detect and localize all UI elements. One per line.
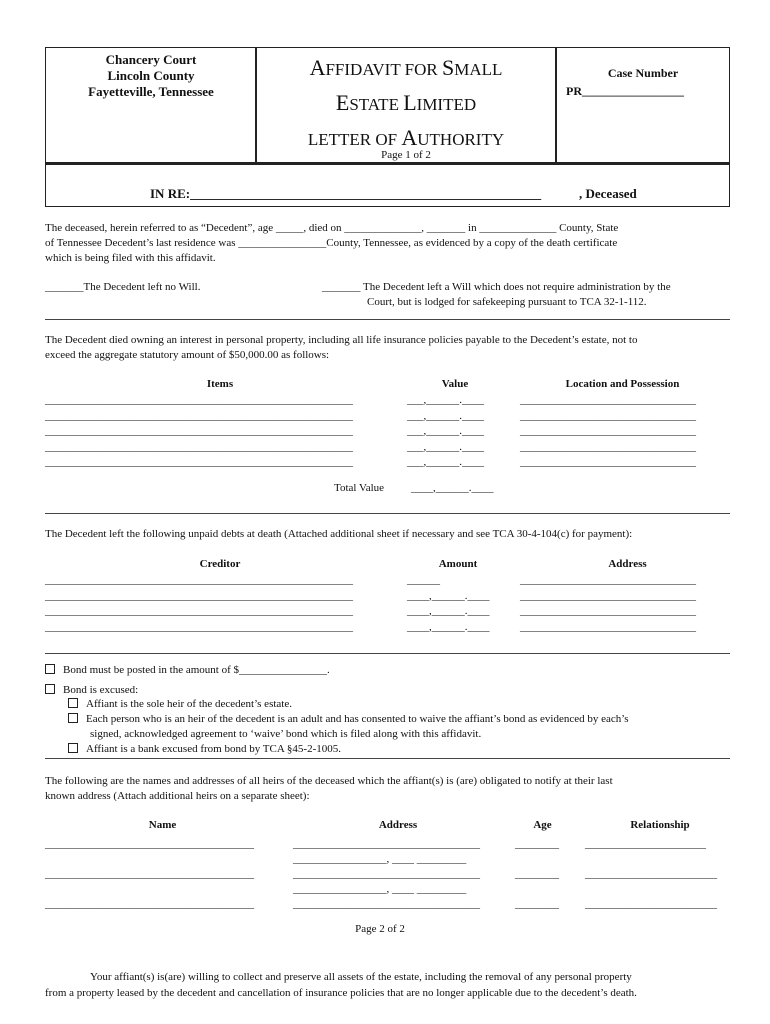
item-field[interactable]: ________________________________________________________ [45,441,353,453]
heir-age-field[interactable]: ________ [515,838,559,850]
checkbox-icon[interactable] [68,698,78,708]
heir-address-field-2[interactable]: _________________, ____ _________ [293,883,467,895]
title-line-1 [258,52,554,87]
bond-excused-option[interactable] [45,684,138,696]
title-text: IMITED [416,95,477,114]
court-line-1: Chancery Court [105,52,197,67]
bond-waive-label-2: signed, acknowledged agreement to ‘waive’ bond which is filed along with this affidavit. [90,728,482,740]
value-field[interactable]: ___,______.____ [407,441,484,453]
value-field[interactable]: ___,______.____ [407,425,484,437]
title-text: UTHORITY [417,130,505,149]
heir-relationship-field[interactable]: ________________________ [585,868,717,880]
heir-name-field[interactable]: ______________________________________ [45,898,254,910]
page-1-label: Page 1 of 2 [381,149,431,161]
title-cap: S [442,55,455,80]
heirs-intro-1: The following are the names and addresses of all heirs of the deceased which the affiant(s) is (are) obligated to notify at their last [45,775,613,787]
bond-excused-label: Bond is excused: [63,684,139,696]
creditor-field[interactable]: ________________________________________________________ [45,621,353,633]
divider [45,319,730,320]
location-field[interactable]: ________________________________ [520,456,696,468]
address-field[interactable]: ________________________________ [520,621,696,633]
title-text: FFIDAVIT FOR [325,60,442,79]
total-value-label: Total Value [334,482,385,494]
checkbox-icon[interactable] [68,713,78,723]
title-line-2 [258,87,554,122]
creditor-field[interactable]: ________________________________________________________ [45,605,353,617]
location-field[interactable]: ________________________________ [520,441,696,453]
page-2-label: Page 2 of 2 [355,923,405,935]
in-re-field[interactable]: IN RE:______________________________________________________ [150,186,542,201]
heir-address-field[interactable]: __________________________________ [293,868,480,880]
title-text: MALL [454,60,503,79]
col-items: Items [206,378,234,390]
col-location: Location and Possession [565,378,680,390]
col-amount: Amount [438,558,478,570]
divider [45,653,730,654]
item-field[interactable]: ________________________________________________________ [45,456,353,468]
case-number-label: Case Number [607,66,679,80]
value-field[interactable]: ___,______.____ [407,394,484,406]
case-number-cell [555,47,730,164]
document-title [258,52,554,157]
court-line-3: Fayetteville, Tennessee [88,84,214,99]
amount-field[interactable]: ____,______.____ [407,590,490,602]
heir-address-field[interactable]: __________________________________ [293,838,480,850]
col-name: Name [148,819,177,831]
item-field[interactable]: ________________________________________________________ [45,425,353,437]
address-field[interactable]: ________________________________ [520,605,696,617]
will-option-line-2: Court, but is lodged for safekeeping pursuant to TCA 32-1-112. [367,296,647,308]
item-field[interactable]: ________________________________________________________ [45,394,353,406]
title-cap: A [309,55,326,80]
amount-field[interactable]: ____,______.____ [407,605,490,617]
page-2-paragraph-1: Your affiant(s) is(are) willing to collect and preserve all assets of the estate, including the removal of any personal property [90,971,632,983]
value-field[interactable]: ___,______.____ [407,410,484,422]
property-intro-1: The Decedent died owning an interest in personal property, including all life insurance policies payable to the Decedent’s estate, not to [45,334,638,346]
divider [45,758,730,759]
col-heir-address: Address [378,819,418,831]
item-field[interactable]: ________________________________________________________ [45,410,353,422]
location-field[interactable]: ________________________________ [520,425,696,437]
bond-sole-heir-label: Affiant is the sole heir of the decedent’s estate. [86,698,292,710]
intro-line-3: which is being filed with this affidavit. [45,252,216,264]
title-text: LETTER OF [307,130,402,149]
location-field[interactable]: ________________________________ [520,394,696,406]
location-field[interactable]: ________________________________ [520,410,696,422]
col-relationship: Relationship [630,819,690,831]
heir-name-field[interactable]: ______________________________________ [45,838,254,850]
debts-intro: The Decedent left the following unpaid debts at death (Attached additional sheet if necessary and see TCA 30-4-104(c) for payment): [45,528,633,540]
heirs-intro-2: known address (Attach additional heirs on a separate sheet): [45,790,310,802]
col-address: Address [608,558,647,570]
checkbox-icon[interactable] [68,743,78,753]
checkbox-icon[interactable] [45,684,55,694]
bond-posted-option[interactable] [45,664,330,676]
address-field[interactable]: ________________________________ [520,590,696,602]
heir-age-field[interactable]: ________ [515,868,559,880]
checkbox-icon[interactable] [45,664,55,674]
page-2-paragraph-2: from a property leased by the decedent and cancellation of insurance policies that are no longer applicable due to the decedent’s death. [45,987,637,999]
creditor-field[interactable]: ________________________________________________________ [45,590,353,602]
property-intro-2: exceed the aggregate statutory amount of $50,000.00 as follows: [45,349,330,361]
in-re-deceased: , Deceased [579,186,637,201]
case-number-field[interactable]: PR_________________ [566,84,684,98]
col-age: Age [533,819,552,831]
court-line-2: Lincoln County [107,68,195,83]
col-value: Value [441,378,469,390]
amount-field[interactable]: ______ [407,574,440,586]
heir-name-field[interactable]: ______________________________________ [45,868,254,880]
amount-field[interactable]: ____,______.____ [407,621,490,633]
bond-waive-label: Each person who is an heir of the decedent is an adult and has consented to waive the affiant’s bond as evidenced by each’s [86,713,629,725]
heir-relationship-field[interactable]: ______________________ [585,838,706,850]
title-text: STATE [349,95,404,114]
address-field[interactable]: ________________________________ [520,574,696,586]
heir-age-field[interactable]: ________ [515,898,559,910]
creditor-field[interactable]: ________________________________________________________ [45,574,353,586]
heir-address-field-2[interactable]: _________________, ____ _________ [293,853,467,865]
divider [45,513,730,514]
title-cap: A [401,125,418,150]
bond-posted-label: Bond must be posted in the amount of $________________. [63,664,330,676]
bond-bank-label: Affiant is a bank excused from bond by TCA §45-2-1005. [86,743,341,755]
bond-sole-heir-option[interactable] [68,698,292,710]
value-field[interactable]: ___,______.____ [407,456,484,468]
title-cap: E [335,90,350,115]
total-value-field[interactable]: ____,______.____ [411,482,494,494]
bond-waive-option[interactable] [68,713,629,725]
court-name [48,52,254,100]
col-creditor: Creditor [199,558,241,570]
heir-address-field[interactable]: __________________________________ [293,898,480,910]
intro-line-2: of Tennessee Decedent’s last residence was ________________County, Tennessee, as evidenced by a copy of the death certificate [45,237,618,249]
title-cap: L [403,90,417,115]
bond-bank-option[interactable] [68,743,341,755]
will-option-line-1[interactable]: _______ The Decedent left a Will which does not require administration by the [322,281,671,293]
intro-line-1: The deceased, herein referred to as “Decedent”, age _____, died on ______________, _______ in ______________ County, State [45,222,619,234]
no-will-option[interactable]: _______The Decedent left no Will. [45,281,201,293]
heir-relationship-field[interactable]: ________________________ [585,898,717,910]
